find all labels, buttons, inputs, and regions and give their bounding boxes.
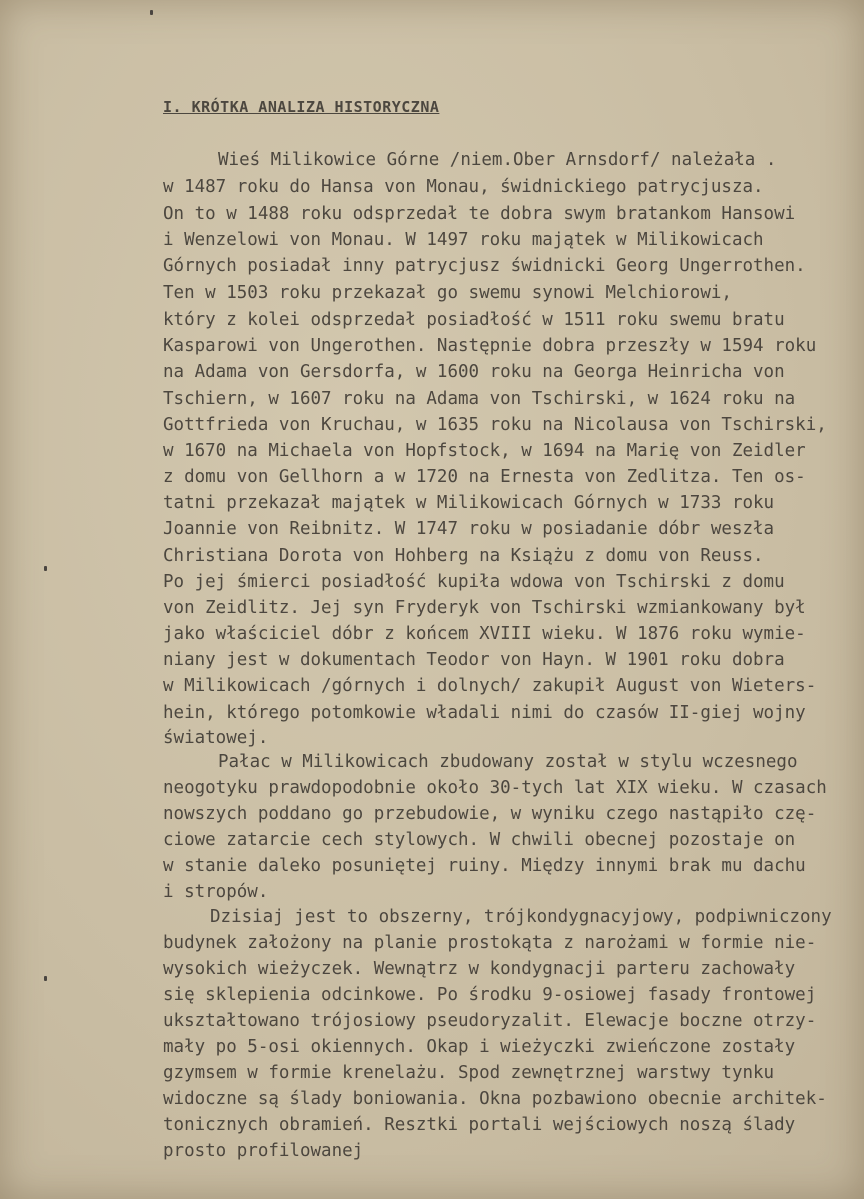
- text-line: na Adama von Gersdorfa, w 1600 roku na Georga Heinricha von: [163, 362, 785, 382]
- text-line: w 1487 roku do Hansa von Monau, świdnickiego patrycjusza.: [163, 177, 764, 197]
- text-line: Po jej śmierci posiadłość kupiła wdowa von Tschirski z domu: [163, 572, 785, 592]
- text-line: neogotyku prawdopodobnie około 30-tych lat XIX wieku. W czasach: [163, 778, 827, 798]
- text-line: z domu von Gellhorn a w 1720 na Ernesta von Zedlitza. Ten os-: [163, 467, 806, 487]
- text-line: Górnych posiadał inny patrycjusz świdnicki Georg Ungerrothen.: [163, 256, 806, 276]
- margin-mark: [44, 976, 47, 981]
- text-line: się sklepienia odcinkowe. Po środku 9-osiowej fasady frontowej: [163, 985, 817, 1005]
- text-line: Christiana Dorota von Hohberg na Książu z domu von Reuss.: [163, 546, 764, 566]
- text-line: widoczne są ślady boniowania. Okna pozbawiono obecnie architek-: [163, 1089, 827, 1109]
- text-line: mały po 5-osi okiennych. Okap i wieżyczki zwieńczone zostały: [163, 1037, 796, 1057]
- text-line: budynek założony na planie prostokąta z narożami w formie nie-: [163, 933, 817, 953]
- text-line: który z kolei odsprzedał posiadłość w 1511 roku swemu bratu: [163, 310, 785, 330]
- page-title: I. KRÓTKA ANALIZA HISTORYCZNA: [163, 98, 440, 116]
- text-line: niany jest w dokumentach Teodor von Hayn. W 1901 roku dobra: [163, 650, 785, 670]
- text-line: Kasparowi von Ungerothen. Następnie dobra przeszły w 1594 roku: [163, 336, 817, 356]
- text-line: hein, którego potomkowie władali nimi do czasów II-giej wojny: [163, 703, 806, 723]
- text-line: i Wenzelowi von Monau. W 1497 roku majątek w Milikowicach: [163, 230, 764, 250]
- text-line: w stanie daleko posuniętej ruiny. Między innymi brak mu dachu: [163, 856, 806, 876]
- text-line: Joannie von Reibnitz. W 1747 roku w posiadanie dóbr weszła: [163, 519, 775, 539]
- text-line: i stropów.: [163, 882, 269, 902]
- text-line: Pałac w Milikowicach zbudowany został w stylu wczesnego: [218, 752, 798, 772]
- text-line: ukształtowano trójosiowy pseudoryzalit. Elewacje boczne otrzy-: [163, 1011, 817, 1031]
- text-line: jako właściciel dóbr z końcem XVIII wieku. W 1876 roku wymie-: [163, 624, 806, 644]
- text-line: światowej.: [163, 728, 269, 748]
- text-line: On to w 1488 roku odsprzedał te dobra swym bratankom Hansowi: [163, 204, 796, 224]
- text-line: Ten w 1503 roku przekazał go swemu synowi Melchiorowi,: [163, 283, 732, 303]
- text-line: Dzisiaj jest to obszerny, trójkondygnacyjowy, podpiwniczony: [210, 907, 832, 927]
- text-line: w 1670 na Michaela von Hopfstock, w 1694 na Marię von Zeidler: [163, 441, 806, 461]
- text-line: ciowe zatarcie cech stylowych. W chwili obecnej pozostaje on: [163, 830, 796, 850]
- text-line: von Zeidlitz. Jej syn Fryderyk von Tschirski wzmiankowany był: [163, 598, 806, 618]
- text-line: nowszych poddano go przebudowie, w wyniku czego nastąpiło czę-: [163, 804, 817, 824]
- margin-mark: [150, 10, 153, 15]
- text-line: w Milikowicach /górnych i dolnych/ zakupił August von Wieters-: [163, 676, 817, 696]
- text-line: Wieś Milikowice Górne /niem.Ober Arnsdorf/ należała .: [218, 150, 777, 170]
- text-line: tatni przekazał majątek w Milikowicach Górnych w 1733 roku: [163, 493, 775, 513]
- text-line: prosto profilowanej: [163, 1141, 364, 1161]
- text-line: wysokich wieżyczek. Wewnątrz w kondygnacji parteru zachowały: [163, 959, 796, 979]
- text-line: Gottfrieda von Kruchau, w 1635 roku na Nicolausa von Tschirski,: [163, 415, 827, 435]
- margin-mark: [44, 566, 47, 571]
- text-line: Tschiern, w 1607 roku na Adama von Tschirski, w 1624 roku na: [163, 389, 796, 409]
- text-line: gzymsem w formie krenelażu. Spod zewnętrznej warstwy tynku: [163, 1063, 775, 1083]
- text-line: tonicznych obramień. Resztki portali wejściowych noszą ślady: [163, 1115, 796, 1135]
